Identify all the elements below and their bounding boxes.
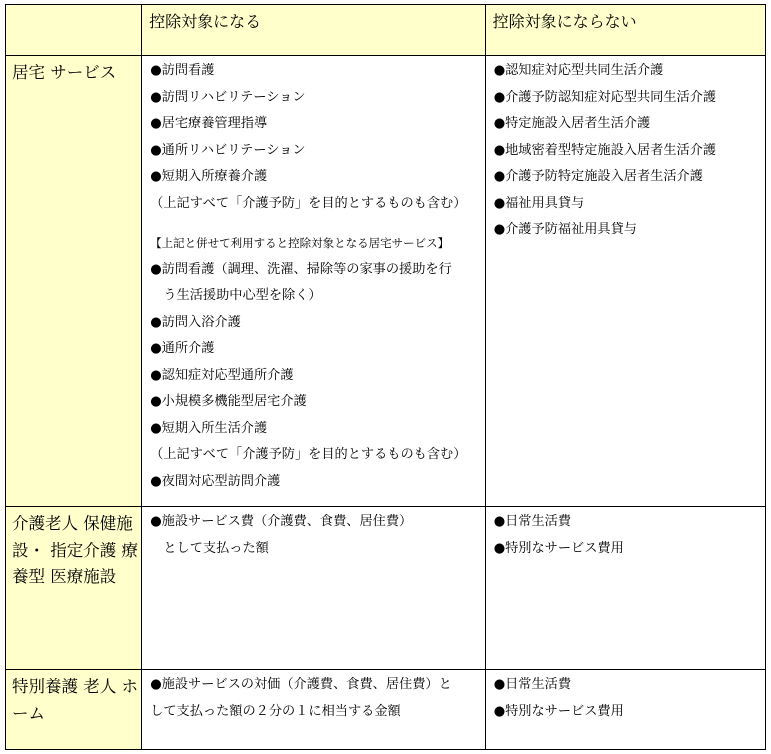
list-item: ●日常生活費 [493,514,572,529]
list-item: ●訪問リハビリテーション [150,89,306,105]
list-item: ●認知症対応型通所介護 [150,367,294,383]
category-line: 医療施設 [50,567,117,586]
category-line: 老人 [83,677,117,696]
list-item: ●施設サービスの対価（介護費、食費、居住費）と [150,677,452,692]
deduction-table [5,4,766,750]
list-item: ●小規模多機能型居宅介護 [150,394,307,409]
deductible-home-services [142,56,485,507]
list-item: （上記すべて「介護予防」を目的とするものも含む） [150,195,467,211]
category-line: ホーム [12,677,138,723]
list-item: として支払った額 [150,540,269,556]
list-item: ●認知症対応型共同生活介護 [493,63,664,78]
list-item: ●施設サービス費（介護費、食費、居住費） [150,514,413,529]
list-item: ●訪問入浴介護 [150,314,241,330]
category-line: 介護老人 [12,514,78,533]
list-item: して支払った額の２分の１に相当する金額 [150,703,401,719]
non-deductible-home-services [485,56,765,507]
list-item: ●介護予防福祉用具貸与 [493,222,637,237]
list-item: ●介護予防特定施設入居者生活介護 [493,169,703,184]
list-item: ●夜間対応型訪問介護 [150,473,281,489]
list-item: ●地域密着型特定施設入居者生活介護 [493,142,717,158]
list-item: ●特定施設入居者生活介護 [493,116,651,131]
list-item: （上記すべて「介護予防」を目的とするものも含む） [150,447,467,462]
category-line: 療養型 [12,540,138,586]
list-item: ●訪問看護（調理、洗濯、掃除等の家事の援助を行 [150,261,452,277]
table-row-home-services [6,56,766,507]
category-line: 保健施設・ [12,514,133,560]
list-item: う生活援助中心型を除く） [150,288,322,303]
list-item: ●介護予防認知症対応型共同生活介護 [493,89,717,105]
category-home-services [6,56,142,507]
list-item: ●特別なサービス費用 [493,540,624,556]
list-item: ●通所リハビリテーション [150,142,306,158]
list-item: ●居宅療養管理指導 [150,116,268,131]
list-item: ●福祉用具貸与 [493,195,585,211]
deductible-nursing-home [142,670,485,750]
category-health-facility [6,507,142,670]
header-non-deductible: 控除対象にならない [485,5,765,56]
category-line: サービス [50,63,117,82]
category-line: 指定介護 [50,540,117,560]
list-item: ●通所介護 [150,341,215,356]
list-item: ●訪問看護 [150,63,215,78]
list-item: ●短期入所療養介護 [150,169,268,184]
list-item: ●特別なサービス費用 [493,703,624,719]
header-deductible: 控除対象になる [142,5,485,56]
list-item: ●日常生活費 [493,677,572,692]
deductible-health-facility [142,507,485,670]
category-nursing-home [6,670,142,750]
category-line: 居宅 [12,63,45,82]
non-deductible-health-facility [485,507,765,670]
spacer [150,217,484,230]
combined-services-note: 【上記と併せて利用すると控除対象となる居宅サービス】 [150,236,450,250]
table-row-nursing-home [6,670,766,750]
non-deductible-nursing-home [485,670,765,750]
table-row-health-facility [6,507,766,670]
list-item: ●短期入所生活介護 [150,420,268,436]
header-corner [6,5,142,56]
header-row [6,5,766,56]
category-line: 特別養護 [12,677,78,696]
